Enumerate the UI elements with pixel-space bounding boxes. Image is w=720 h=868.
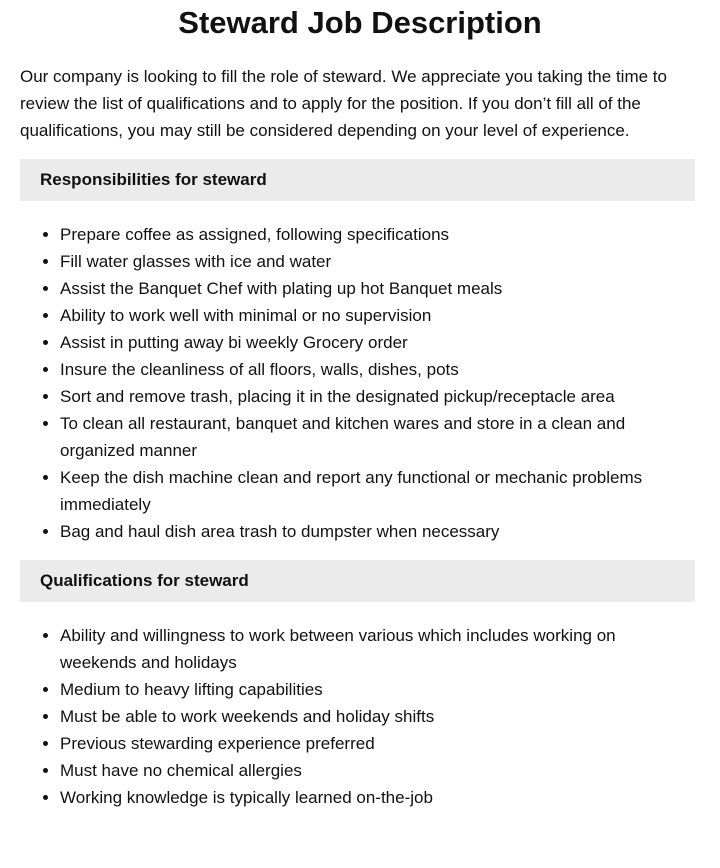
list-item: • Assist the Banquet Chef with plating up hot Banquet meals bbox=[60, 275, 695, 302]
list-item: • Medium to heavy lifting capabilities bbox=[60, 676, 695, 703]
section-list bbox=[20, 221, 695, 545]
list-item: • Must be able to work weekends and holiday shifts bbox=[60, 703, 695, 730]
section-heading: Responsibilities for steward bbox=[20, 159, 695, 201]
list-item: • Bag and haul dish area trash to dumpster when necessary bbox=[60, 518, 695, 545]
list-item: • Ability and willingness to work between various which includes working on weekends and holidays bbox=[60, 622, 695, 676]
list-item: • Insure the cleanliness of all floors, walls, dishes, pots bbox=[60, 356, 695, 383]
list-item: • Working knowledge is typically learned on-the-job bbox=[60, 784, 695, 811]
list-item: • To clean all restaurant, banquet and kitchen wares and store in a clean and organized manner bbox=[60, 410, 695, 464]
list-item: • Ability to work well with minimal or no supervision bbox=[60, 302, 695, 329]
list-item: • Prepare coffee as assigned, following specifications bbox=[60, 221, 695, 248]
list-item: • Fill water glasses with ice and water bbox=[60, 248, 695, 275]
list-item: • Keep the dish machine clean and report any functional or mechanic problems immediately bbox=[60, 464, 695, 518]
list-item: • Must have no chemical allergies bbox=[60, 757, 695, 784]
list-item: • Assist in putting away bi weekly Grocery order bbox=[60, 329, 695, 356]
section-list bbox=[20, 622, 695, 811]
list-item: • Sort and remove trash, placing it in the designated pickup/receptacle area bbox=[60, 383, 695, 410]
section-heading: Qualifications for steward bbox=[20, 560, 695, 602]
list-item: • Previous stewarding experience preferred bbox=[60, 730, 695, 757]
page-title: Steward Job Description bbox=[178, 5, 542, 40]
intro-text: Our company is looking to fill the role of steward. We appreciate you taking the time to review the list of qualifications and to apply for the position. If you don’t fill all of the qualifications, you may still be considered depending on your level of experience. bbox=[20, 67, 667, 140]
